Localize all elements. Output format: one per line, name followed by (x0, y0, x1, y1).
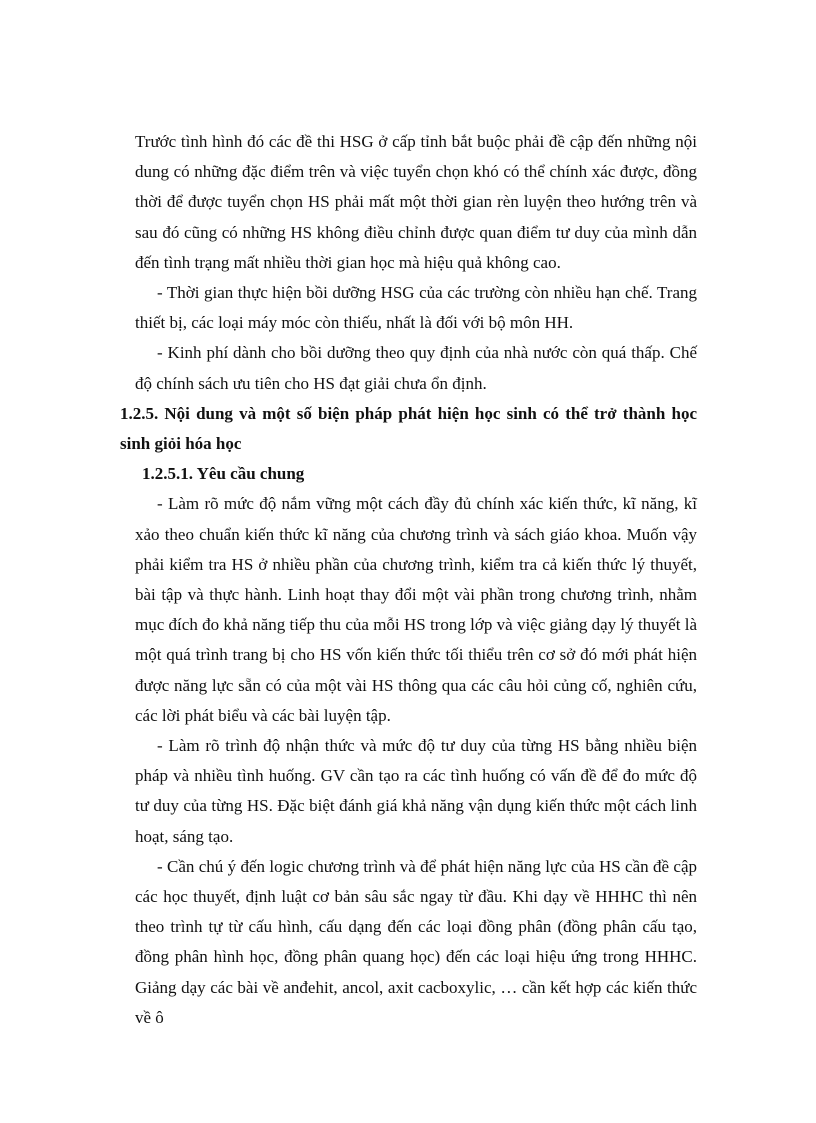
bullet-funding: - Kinh phí dành cho bồi dưỡng theo quy định của nhà nước còn quá thấp. Chế độ chính sách ưu tiên cho HS đạt giải chưa ổn định. (135, 343, 697, 393)
bullet-knowledge-mastery: - Làm rõ mức độ nắm vững một cách đầy đủ chính xác kiến thức, kĩ năng, kĩ xảo theo chuẩn kiến thức kĩ năng của chương trình và sách giáo khoa. Muốn vậy phải kiểm tra HS ở nhiều phần của chương trình, kiểm tra cả kiến thức lý thuyết, bài tập và thực hành. Linh hoạt thay đổi một vài phần trong chương trình, nhằm mục đích đo khả năng tiếp thu của mỗi HS trong lớp và việc giảng dạy lý thuyết là một quá trình trang bị cho HS vốn kiến thức tối thiểu trên cơ sở đó mới phát hiện được năng lực sẵn có của một vài HS thông qua các câu hỏi củng cố, nghiên cứu, các lời phát biểu và các bài luyện tập. (135, 494, 697, 725)
bullet-training-time: - Thời gian thực hiện bồi dưỡng HSG của các trường còn nhiều hạn chế. Trang thiết bị, các loại máy móc còn thiếu, nhất là đối với bộ môn HH. (135, 283, 697, 333)
paragraph-continuation: Trước tình hình đó các đề thi HSG ở cấp tỉnh bắt buộc phải đề cập đến những nội dung có những đặc điểm trên và việc tuyển chọn khó có thể chính xác được, đồng thời để được tuyển chọn HS phải mất một thời gian rèn luyện theo hướng trên và sau đó cũng có những HS không điều chỉnh được quan điểm tư duy của mình dẫn đến tình trạng mất nhiều thời gian học mà hiệu quả không cao. (135, 132, 697, 272)
section-heading-1-2-5: 1.2.5. Nội dung và một số biện pháp phát hiện học sinh có thể trở thành học sinh giỏi hóa học (120, 403, 697, 454)
bullet-cognition-level: - Làm rõ trình độ nhận thức và mức độ tư duy của từng HS bằng nhiều biện pháp và nhiều tình huống. GV cần tạo ra các tình huống có vấn đề để đo mức độ tư duy của từng HS. Đặc biệt đánh giá khả năng vận dụng kiến thức một cách linh hoạt, sáng tạo. (135, 736, 697, 846)
bullet-program-logic: - Cần chú ý đến logic chương trình và để phát hiện năng lực của HS cần đề cập các học thuyết, định luật cơ bản sâu sắc ngay từ đầu. Khi dạy về HHHC thì nên theo trình tự từ cấu hình, cấu dạng đến các loại đồng phân (đồng phân cấu tạo, đồng phân hình học, đồng phân quang học) đến các loại hiệu ứng trong HHHC. Giảng dạy các bài về anđehit, ancol, axit cacboxylic, … cần kết hợp các kiến thức về ô (135, 856, 697, 1027)
document-page (120, 127, 697, 1033)
subsection-heading-1-2-5-1: 1.2.5.1. Yêu cầu chung (142, 464, 305, 484)
